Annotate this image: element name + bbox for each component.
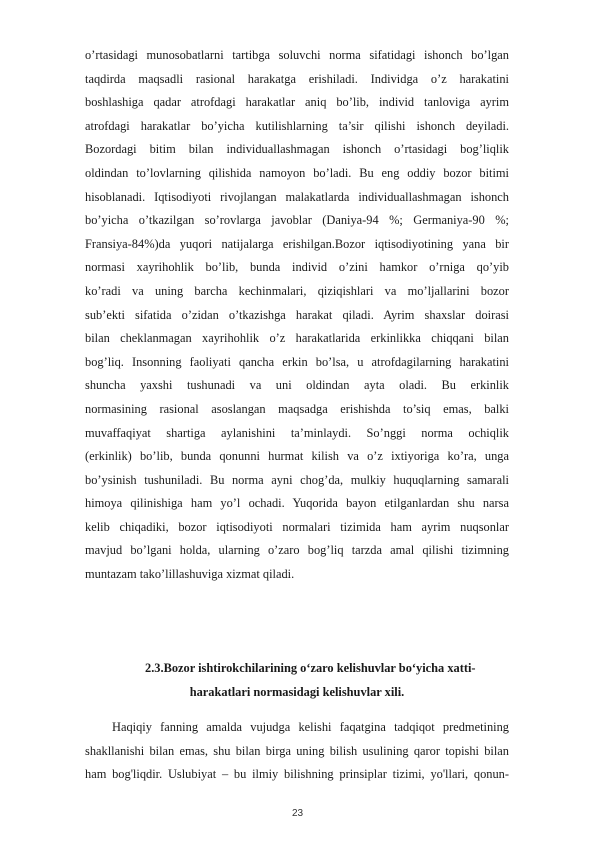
text-line: Bozordagi bitim bilan individuallashmagan ishonch o’rtasidagi bog’liqlik: [85, 142, 509, 157]
text-line: muvaffaqiyat shartiga aylanishini ta’minlaydi. So’nggi norma ochiqlik: [85, 425, 509, 440]
page-number: 23: [291, 808, 304, 819]
text-line: shakllanishi bilan emas, shu bilan birga uning bilish usulining qaror topishi bilan: [85, 743, 509, 758]
text-line: muntazam tako’lillashuviga xizmat qiladi.: [85, 567, 295, 582]
text-line: shuncha yaxshi tushunadi va uni oldindan ayta oladi. Bu erkinlik: [85, 378, 509, 393]
text-line: Haqiqiy fanning amalda vujudga kelishi faqatgina tadqiqot predmetining: [112, 720, 509, 734]
text-line: (erkinlik) bo’lib, bunda qonunni hurmat kilish va o’z ixtiyoriga ko’ra, unga: [85, 449, 509, 464]
text-line: ko’radi va uning barcha kechinmalari, qiziqishlari va mo’ljallarini bozor: [85, 283, 509, 298]
text-line: atrofdagi harakatlar bo’yicha kutilishlarning ta’sir qilishi ishonch deyiladi.: [85, 118, 509, 133]
section-heading-line-2: harakatlari normasidagi kelishuvlar xili.: [189, 684, 405, 699]
text-line: himoya qilinishiga ham yo’l ochadi. Yuqorida bayon etilganlardan shu narsa: [85, 496, 509, 511]
text-line: hisoblanadi. Iqtisodiyoti rivojlangan malakatlarda individuallashmagan ishonch: [85, 189, 509, 204]
text-line: boshlashiga qadar atrofdagi harakatlar aniq bo’lib, individ tanloviga ayrim: [85, 95, 509, 110]
text-line: normasi xayrihohlik bo’lib, bunda individ o’zini hamkor o’rniga qo’yib: [85, 260, 509, 275]
body-paragraph: [85, 44, 509, 587]
text-line: bo’yicha o’tkazilgan so’rovlarga javoblar (Daniya-94 %; Germaniya-90 %;: [85, 213, 509, 228]
section-paragraph: [85, 716, 509, 787]
text-line: bo’ysinish tushuniladi. Bu norma ayni chog’da, mulkiy huquqlarning samarali: [85, 472, 509, 487]
text-line: oldindan to’lovlarning qilishida namoyon bo’ladi. Bu eng oddiy bozor bitimi: [85, 165, 509, 180]
text-line: taqdirda maqsadli rasional harakatga erishiladi. Individga o’z harakatini: [85, 71, 509, 86]
section-heading: [85, 657, 509, 704]
text-line: bog’liq. Insonning faoliyati qancha erkin bo’lsa, u atrofdagilarning harakatini: [85, 354, 509, 369]
section-heading-line-1: 2.3.Bozor ishtirokchilarining o‘zaro kelishuvlar bo‘yicha xatti-: [145, 661, 476, 675]
text-line: normasining rasional asoslangan maqsadga erishishda to’siq emas, balki: [85, 401, 509, 416]
text-line: o’rtasidagi munosobatlarni tartibga soluvchi norma sifatidagi ishonch bo’lgan: [85, 48, 509, 62]
text-line: Fransiya-84%)da yuqori natijalarga erishilgan.Bozor iqtisodiyotining yana bir: [85, 236, 509, 251]
text-line: sub’ekti sifatida o’zidan o’tkazishga harakat qiladi. Ayrim shaxslar doirasi: [85, 307, 509, 322]
text-line: mavjud bo’lgani holda, ularning o’zaro bog’liq tarzda amal qilishi tizimning: [85, 543, 509, 558]
text-line: bilan cheklanmagan xayrihohlik o’z harakatlarida erkinlikka chiqqani bilan: [85, 331, 509, 346]
text-line: ham bog'liqdir. Uslubiyat – bu ilmiy bilishning prinsiplar tizimi, yo'llari, qonun-: [85, 767, 509, 782]
text-line: kelib chiqadiki, bozor iqtisodiyoti normalari tizimida ham ayrim nuqsonlar: [85, 519, 509, 534]
